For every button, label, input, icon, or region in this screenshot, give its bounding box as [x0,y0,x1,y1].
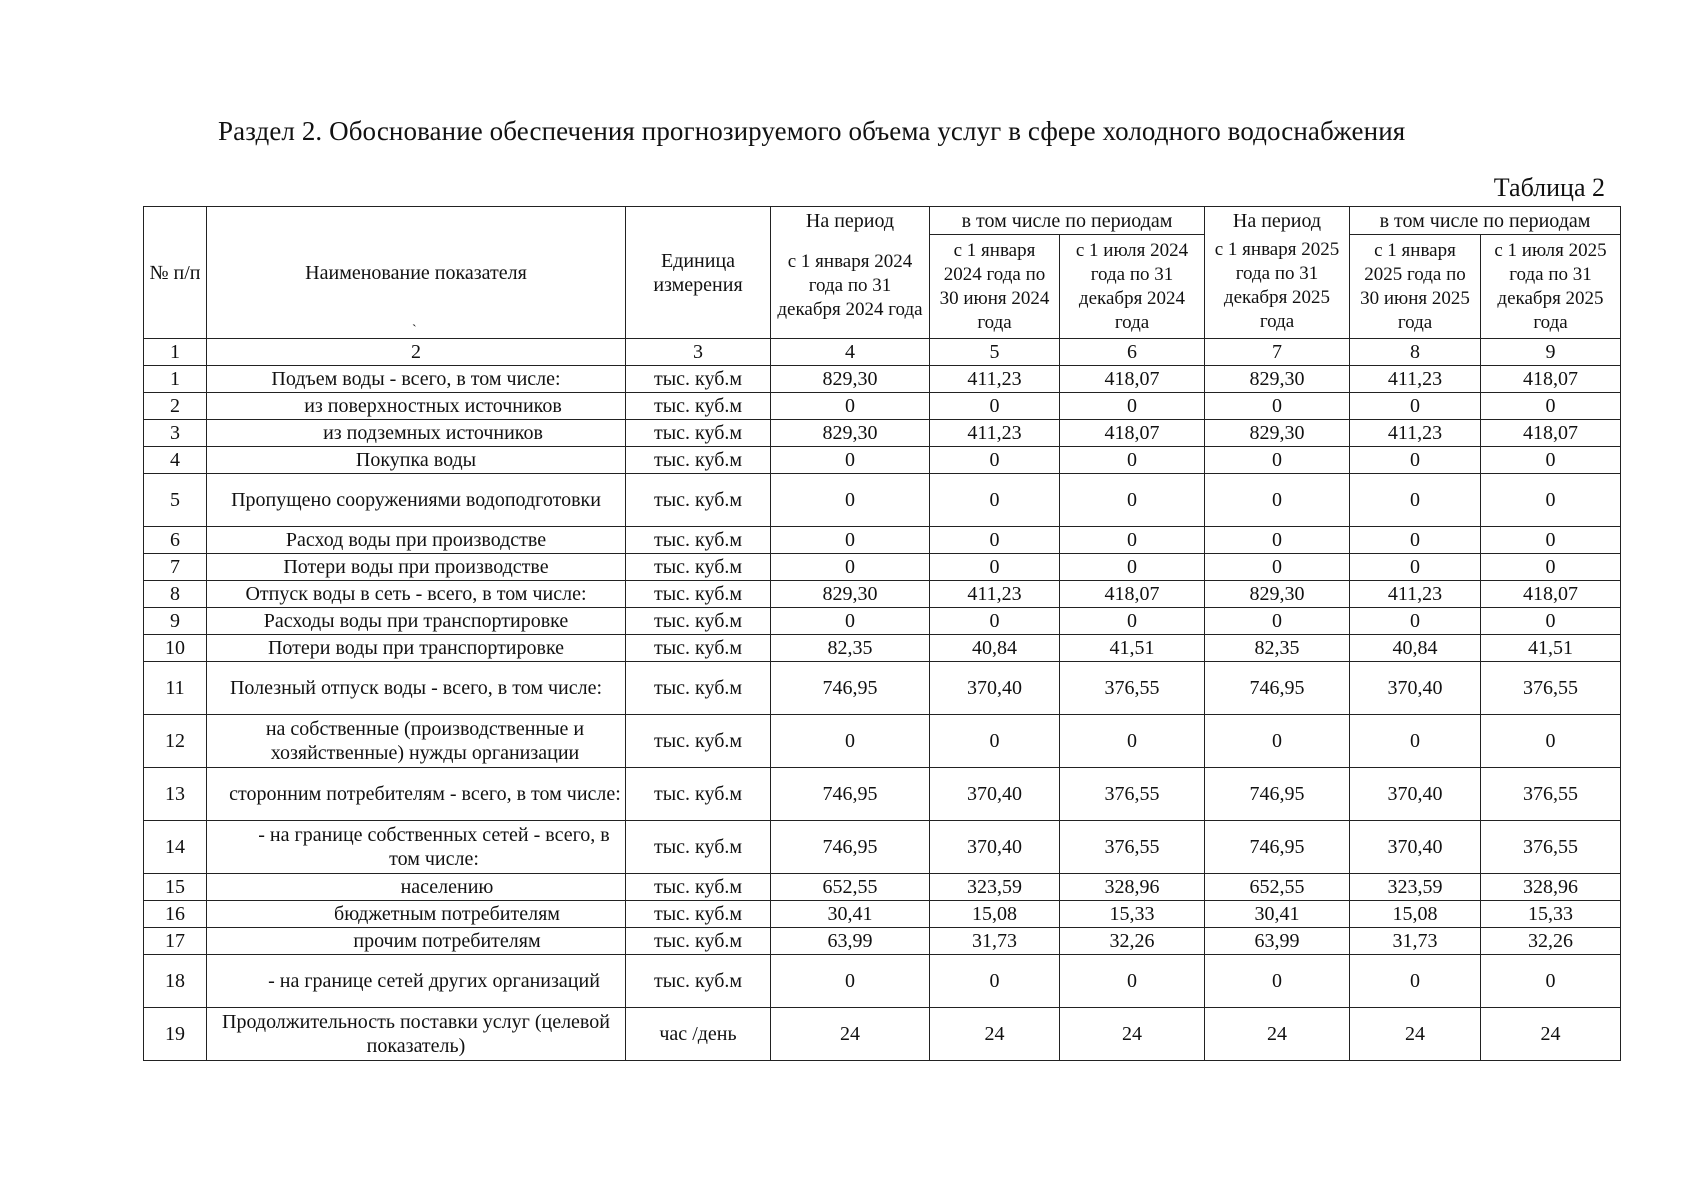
row-val: 376,55 [1060,821,1205,874]
row-val: 418,07 [1060,581,1205,608]
row-val: 0 [1205,554,1350,581]
row-unit: тыс. куб.м [626,554,771,581]
row-val: 0 [1350,554,1481,581]
row-num: 3 [144,420,207,447]
row-val: 0 [771,393,930,420]
row-val: 376,55 [1481,662,1621,715]
row-val: 0 [771,447,930,474]
row-val: 41,51 [1481,635,1621,662]
row-val: 63,99 [771,928,930,955]
table-row [144,928,1621,955]
row-name: сторонним потребителям - всего, в том числе: [207,768,626,821]
row-val: 0 [1350,715,1481,768]
row-name: населению [207,874,626,901]
row-num: 7 [144,554,207,581]
row-num: 12 [144,715,207,768]
row-val: 24 [771,1008,930,1061]
row-name: - на границе сетей других организаций [207,955,626,1008]
row-name: Полезный отпуск воды - всего, в том числе: [207,662,626,715]
row-val: 0 [930,527,1060,554]
row-val: 40,84 [930,635,1060,662]
row-val: 0 [1481,955,1621,1008]
row-val: 376,55 [1481,768,1621,821]
row-val: 418,07 [1481,366,1621,393]
row-val: 418,07 [1481,420,1621,447]
row-name: Потери воды при производстве [207,554,626,581]
row-val: 0 [771,527,930,554]
row-val: 0 [1205,955,1350,1008]
colnum-3: 3 [626,339,771,366]
row-unit: тыс. куб.м [626,474,771,527]
row-val: 24 [1350,1008,1481,1061]
row-val: 746,95 [1205,768,1350,821]
row-val: 24 [930,1008,1060,1061]
row-unit: час /день [626,1008,771,1061]
row-val: 41,51 [1060,635,1205,662]
row-val: 652,55 [771,874,930,901]
header-name-mark: ` [412,323,417,338]
row-name: Подъем воды - всего, в том числе: [207,366,626,393]
header-col8: с 1 января 2025 года по 30 июня 2025 года [1350,235,1481,339]
row-val: 746,95 [1205,821,1350,874]
header-period-2024-label: На период [771,207,930,235]
row-val: 370,40 [1350,662,1481,715]
table-row [144,635,1621,662]
table-row [144,420,1621,447]
row-val: 411,23 [930,366,1060,393]
row-num: 10 [144,635,207,662]
row-unit: тыс. куб.м [626,447,771,474]
row-val: 418,07 [1060,420,1205,447]
row-val: 0 [930,608,1060,635]
row-val: 31,73 [930,928,1060,955]
row-val: 746,95 [1205,662,1350,715]
section-title: Раздел 2. Обоснование обеспечения прогнозируемого объема услуг в сфере холодного водоснабжения [218,116,1406,146]
row-unit: тыс. куб.м [626,393,771,420]
table-row [144,662,1621,715]
row-num: 15 [144,874,207,901]
row-name: Расход воды при производстве [207,527,626,554]
colnum-5: 5 [930,339,1060,366]
table-row [144,955,1621,1008]
row-val: 0 [1060,715,1205,768]
row-val: 829,30 [771,366,930,393]
colnum-1: 1 [144,339,207,366]
row-num: 6 [144,527,207,554]
row-val: 0 [1350,447,1481,474]
table-row [144,581,1621,608]
row-val: 0 [1060,393,1205,420]
row-val: 0 [930,554,1060,581]
row-val: 32,26 [1481,928,1621,955]
row-val: 0 [1060,474,1205,527]
header-col6: с 1 июля 2024 года по 31 декабря 2024 года [1060,235,1205,339]
row-name: Пропущено сооружениями водоподготовки [207,474,626,527]
table-row [144,608,1621,635]
row-name: из подземных источников [207,420,626,447]
row-val: 0 [930,715,1060,768]
row-unit: тыс. куб.м [626,955,771,1008]
row-unit: тыс. куб.м [626,581,771,608]
row-val: 323,59 [1350,874,1481,901]
row-val: 370,40 [930,821,1060,874]
row-val: 0 [1481,527,1621,554]
row-val: 0 [1205,715,1350,768]
water-volume-table [143,206,1621,1061]
row-val: 652,55 [1205,874,1350,901]
row-val: 746,95 [771,662,930,715]
header-num: № п/п [144,207,207,339]
row-val: 0 [1060,554,1205,581]
row-name: из поверхностных источников [207,393,626,420]
row-num: 13 [144,768,207,821]
row-unit: тыс. куб.м [626,527,771,554]
table-row [144,715,1621,768]
header-incl-2024: в том числе по периодам [930,207,1205,235]
row-name: на собственные (производственные и хозяйственные) нужды организации [207,715,626,768]
row-val: 40,84 [1350,635,1481,662]
row-val: 829,30 [1205,366,1350,393]
row-val: 0 [1350,393,1481,420]
row-val: 0 [1205,608,1350,635]
row-val: 0 [1205,527,1350,554]
row-unit: тыс. куб.м [626,420,771,447]
row-name: - на границе собственных сетей - всего, в том числе: [207,821,626,874]
row-val: 0 [1205,447,1350,474]
row-val: 0 [1350,608,1481,635]
row-num: 19 [144,1008,207,1061]
header-col5: с 1 января 2024 года по 30 июня 2024 года [930,235,1060,339]
table-row [144,527,1621,554]
table-row [144,768,1621,821]
row-val: 829,30 [1205,581,1350,608]
row-val: 376,55 [1060,662,1205,715]
row-val: 0 [1205,393,1350,420]
row-val: 0 [771,955,930,1008]
row-val: 328,96 [1060,874,1205,901]
row-name: Потери воды при транспортировке [207,635,626,662]
row-val: 0 [930,393,1060,420]
row-val: 0 [771,474,930,527]
colnum-2: 2 [207,339,626,366]
header-col9: с 1 июля 2025 года по 31 декабря 2025 года [1481,235,1621,339]
table-row [144,874,1621,901]
row-val: 418,07 [1481,581,1621,608]
row-val: 0 [1060,527,1205,554]
row-val: 15,33 [1060,901,1205,928]
table-row [144,901,1621,928]
row-val: 411,23 [930,420,1060,447]
row-val: 0 [771,608,930,635]
row-val: 24 [1060,1008,1205,1061]
row-val: 32,26 [1060,928,1205,955]
row-val: 0 [1481,447,1621,474]
row-val: 370,40 [1350,768,1481,821]
row-val: 0 [1060,608,1205,635]
row-val: 0 [1481,608,1621,635]
row-num: 14 [144,821,207,874]
row-val: 0 [1350,527,1481,554]
row-unit: тыс. куб.м [626,901,771,928]
row-name: Покупка воды [207,447,626,474]
row-val: 370,40 [930,768,1060,821]
row-val: 0 [1481,554,1621,581]
row-val: 0 [1350,474,1481,527]
row-unit: тыс. куб.м [626,608,771,635]
table-row [144,393,1621,420]
row-num: 18 [144,955,207,1008]
row-val: 30,41 [1205,901,1350,928]
header-name [207,207,626,339]
row-val: 0 [1060,955,1205,1008]
row-num: 5 [144,474,207,527]
row-val: 0 [1481,474,1621,527]
row-val: 829,30 [1205,420,1350,447]
row-val: 0 [930,955,1060,1008]
row-val: 0 [1205,474,1350,527]
row-num: 4 [144,447,207,474]
row-val: 0 [771,715,930,768]
row-val: 15,08 [1350,901,1481,928]
row-val: 370,40 [930,662,1060,715]
row-val: 370,40 [1350,821,1481,874]
table-row [144,554,1621,581]
row-unit: тыс. куб.м [626,821,771,874]
header-period-2025-label: На период [1205,207,1350,235]
row-val: 30,41 [771,901,930,928]
row-val: 24 [1205,1008,1350,1061]
header-name-label: Наименование показателя [305,261,527,284]
table-body [144,366,1621,1061]
row-num: 17 [144,928,207,955]
table-row [144,447,1621,474]
row-val: 15,08 [930,901,1060,928]
row-val: 82,35 [1205,635,1350,662]
row-unit: тыс. куб.м [626,366,771,393]
row-val: 328,96 [1481,874,1621,901]
row-val: 323,59 [930,874,1060,901]
row-val: 0 [771,554,930,581]
row-val: 15,33 [1481,901,1621,928]
row-val: 746,95 [771,821,930,874]
header-unit: Единица измерения [626,207,771,339]
table-label: Таблица 2 [1493,173,1605,202]
header-incl-2025: в том числе по периодам [1350,207,1621,235]
row-val: 0 [930,447,1060,474]
row-val: 376,55 [1060,768,1205,821]
colnum-4: 4 [771,339,930,366]
header-col4: с 1 января 2024 года по 31 декабря 2024 года [771,235,930,339]
row-val: 31,73 [1350,928,1481,955]
row-val: 418,07 [1060,366,1205,393]
row-val: 376,55 [1481,821,1621,874]
row-num: 2 [144,393,207,420]
row-val: 411,23 [1350,581,1481,608]
table-row [144,474,1621,527]
table-row [144,366,1621,393]
row-num: 1 [144,366,207,393]
row-val: 24 [1481,1008,1621,1061]
row-num: 8 [144,581,207,608]
colnum-8: 8 [1350,339,1481,366]
colnum-7: 7 [1205,339,1350,366]
row-num: 11 [144,662,207,715]
row-val: 746,95 [771,768,930,821]
row-unit: тыс. куб.м [626,768,771,821]
row-val: 0 [1481,393,1621,420]
table-row [144,1008,1621,1061]
row-val: 829,30 [771,420,930,447]
row-val: 63,99 [1205,928,1350,955]
row-val: 0 [1060,447,1205,474]
row-val: 829,30 [771,581,930,608]
row-name: бюджетным потребителям [207,901,626,928]
row-num: 9 [144,608,207,635]
colnum-9: 9 [1481,339,1621,366]
row-name: Продолжительность поставки услуг (целевой показатель) [207,1008,626,1061]
row-name: прочим потребителям [207,928,626,955]
row-val: 411,23 [1350,366,1481,393]
row-val: 0 [1481,715,1621,768]
row-val: 0 [930,474,1060,527]
row-unit: тыс. куб.м [626,928,771,955]
colnum-6: 6 [1060,339,1205,366]
table-row [144,821,1621,874]
row-unit: тыс. куб.м [626,662,771,715]
row-name: Отпуск воды в сеть - всего, в том числе: [207,581,626,608]
row-name: Расходы воды при транспортировке [207,608,626,635]
row-num: 16 [144,901,207,928]
row-val: 82,35 [771,635,930,662]
row-val: 411,23 [1350,420,1481,447]
row-val: 0 [1350,955,1481,1008]
row-unit: тыс. куб.м [626,715,771,768]
row-unit: тыс. куб.м [626,874,771,901]
row-val: 411,23 [930,581,1060,608]
header-col7: с 1 января 2025 года по 31 декабря 2025 года [1205,235,1350,339]
row-unit: тыс. куб.м [626,635,771,662]
